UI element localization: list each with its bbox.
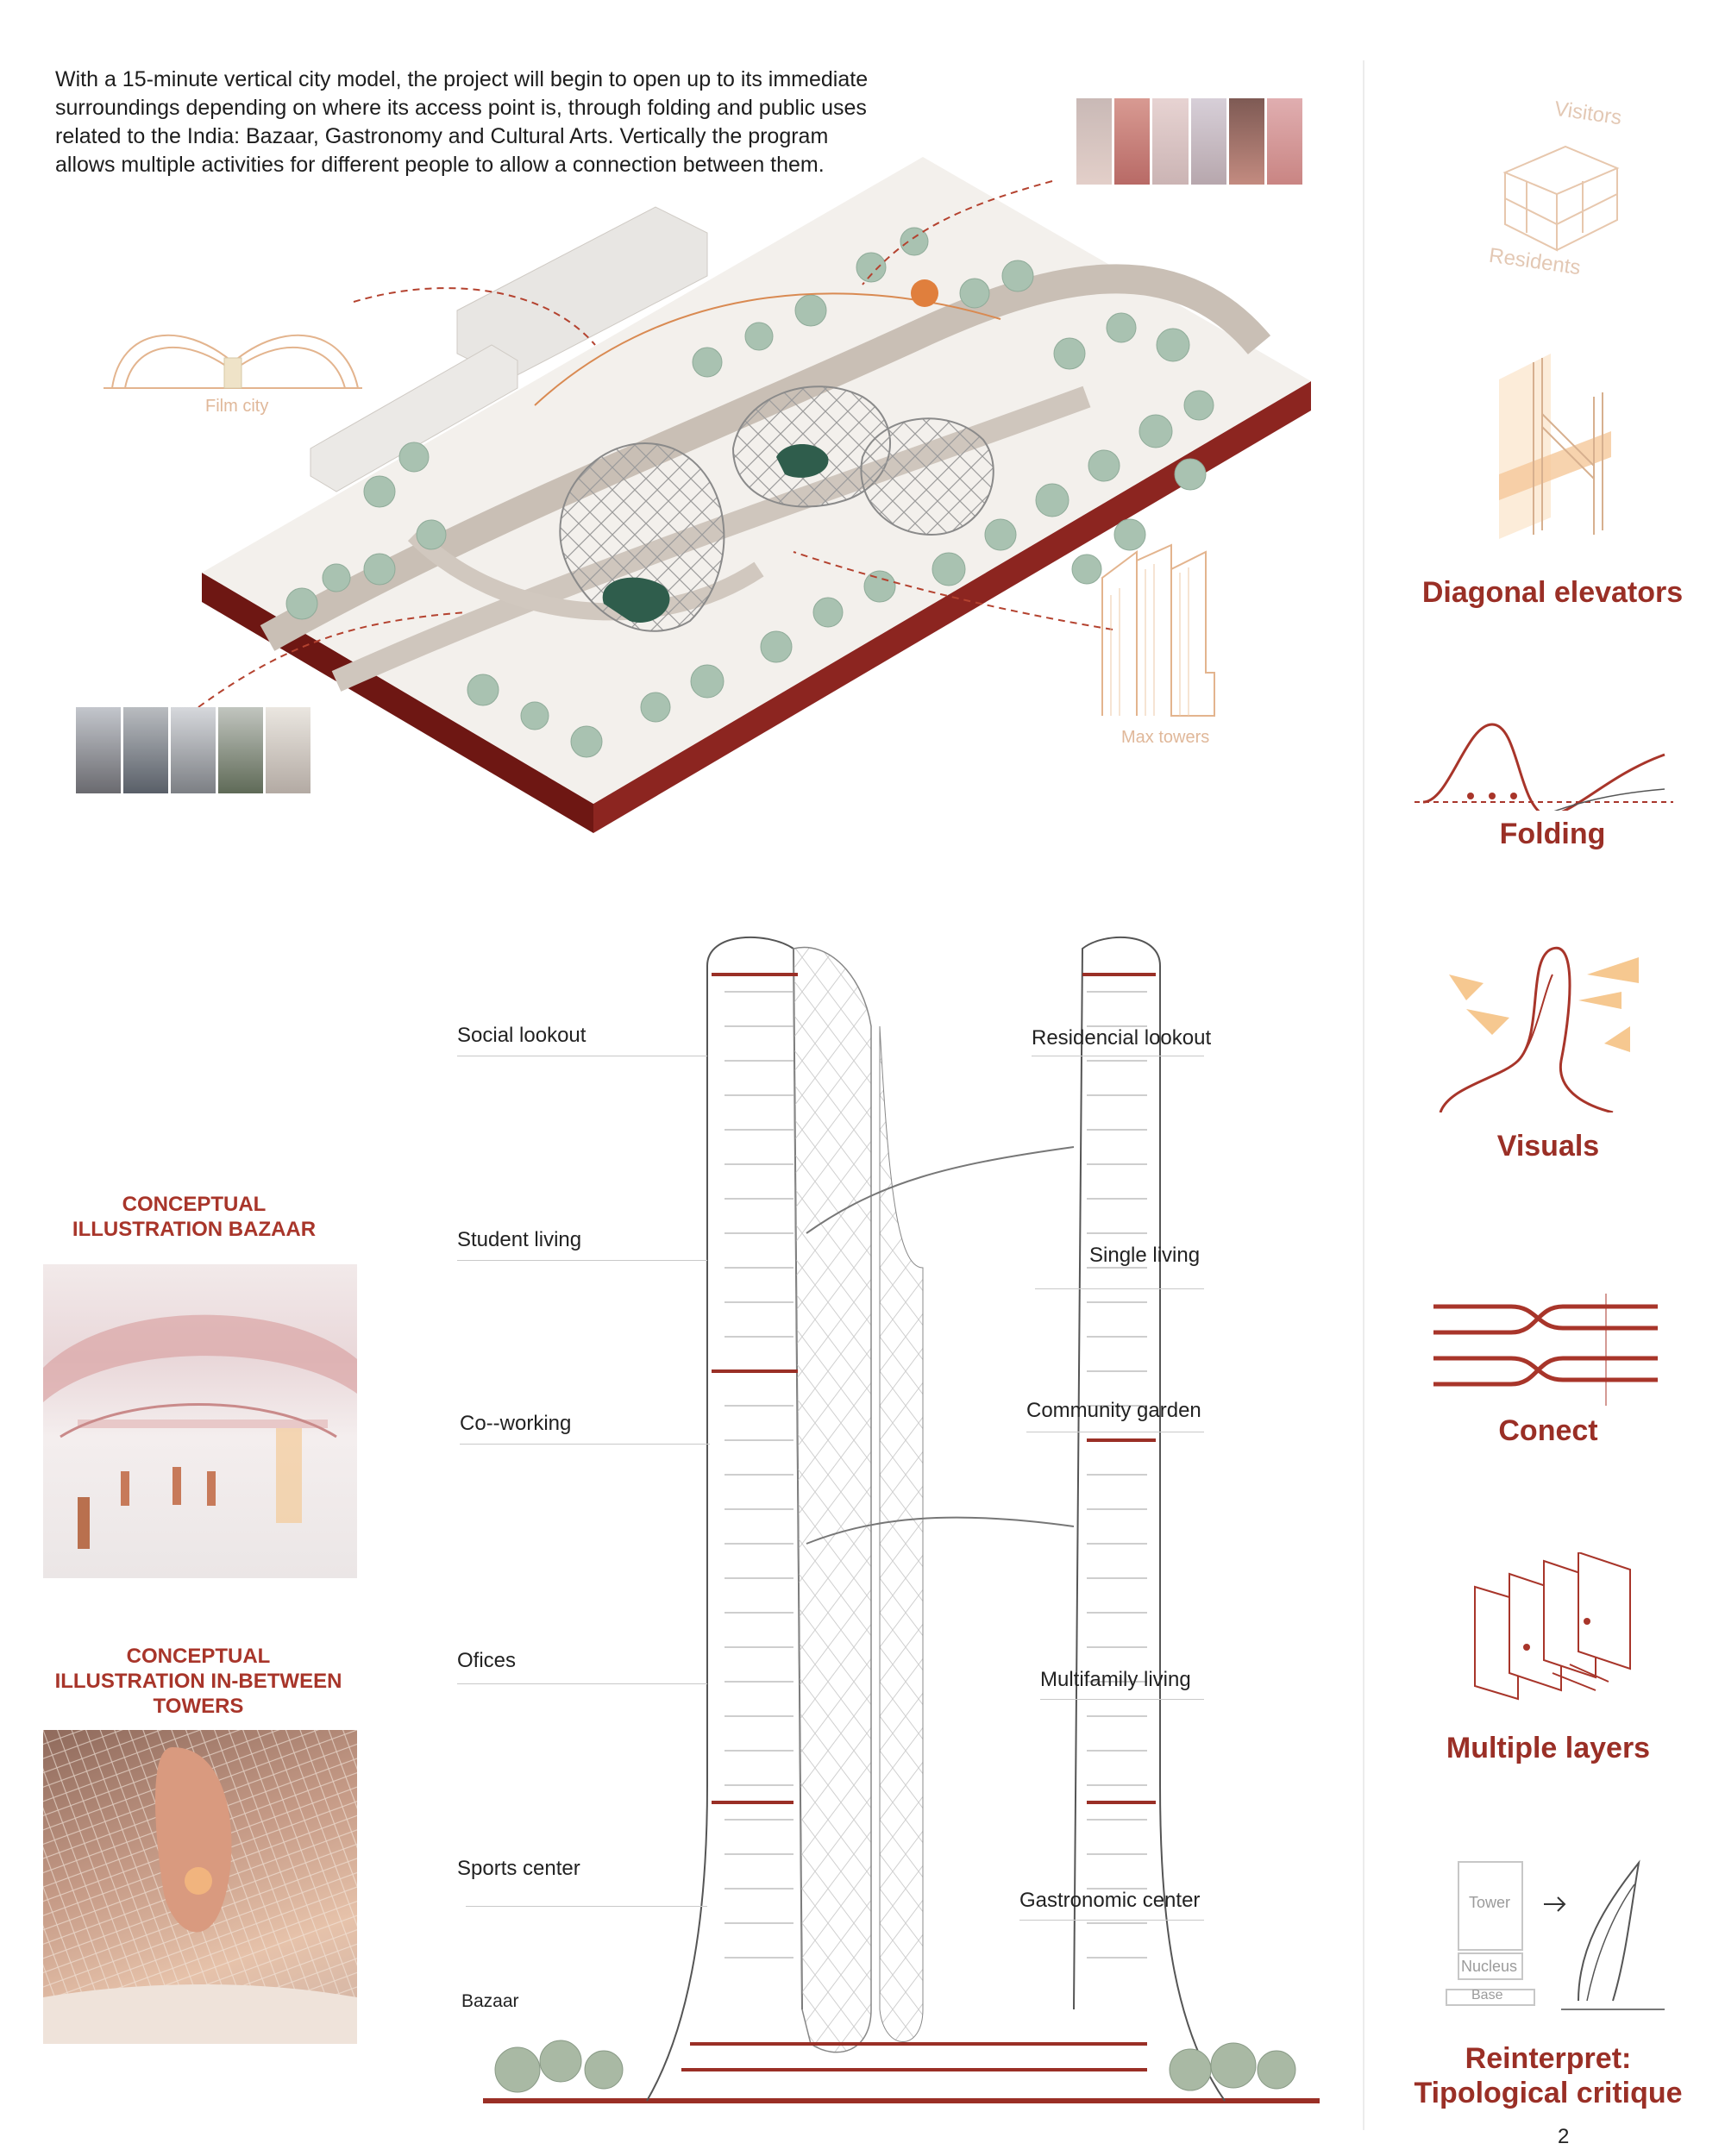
sun-marker [911, 279, 938, 307]
base-label: Base [1471, 1988, 1503, 2002]
nucleus-label: Nucleus [1461, 1958, 1518, 1975]
film-city-sketch [104, 310, 371, 397]
visitors-residents-diagram [1488, 129, 1626, 259]
photo-strip-top [1076, 98, 1302, 185]
film-city-label: Film city [205, 397, 269, 416]
tower-right-outline [1074, 937, 1225, 2101]
reinterpret-shell-icon [1561, 1854, 1665, 2018]
tower-left-outline [647, 937, 802, 2101]
visitors-label: Visitors [1552, 97, 1623, 130]
diagonal-elevators-title: Diagonal elevators [1421, 576, 1684, 609]
between-towers-illustration [43, 1730, 357, 2044]
residents-label: Residents [1487, 243, 1583, 280]
between-title-line3: TOWERS [153, 1695, 244, 1718]
label-ofices: Ofices [457, 1649, 517, 1672]
diagonal-elevators-icon [1482, 345, 1628, 539]
bazaar-title-line2: ILLUSTRATION BAZAAR [72, 1218, 317, 1241]
visuals-icon [1432, 940, 1656, 1112]
leader-single-living [1035, 1288, 1204, 1289]
leader-co-working [460, 1444, 710, 1445]
label-multifamily-living: Multifamily living [1040, 1668, 1191, 1691]
leader-sports-center [466, 1906, 707, 1907]
intro-paragraph: With a 15-minute vertical city model, the project will begin to open up to its immediate surroundings depending on where its access point is, through folding and public uses related to the India: Bazaar, Gastronomy and Cultural Arts. Vertically the program allows multiple activities for different people to allow a connection between them. [55, 67, 869, 177]
label-student-living: Student living [457, 1228, 582, 1251]
leader-gastronomic-center [1019, 1920, 1204, 1921]
floor-slabs [724, 992, 1147, 1958]
page-number: 2 [1558, 2125, 1570, 2148]
max-towers-sketch [1094, 543, 1223, 724]
tower-label: Tower [1469, 1894, 1511, 1911]
reinterpret-title-line1: Reinterpret: [1465, 2042, 1632, 2075]
bazaar-illustration [43, 1264, 357, 1578]
between-title-line1: CONCEPTUAL [126, 1645, 271, 1668]
max-towers-label: Max towers [1121, 728, 1210, 747]
label-bazaar: Bazaar [461, 1991, 519, 2011]
between-title-line2: ILLUSTRATION IN-BETWEEN [54, 1670, 342, 1693]
label-community-garden: Community garden [1026, 1399, 1201, 1422]
label-gastronomic-center: Gastronomic center [1019, 1889, 1201, 1912]
central-void [794, 947, 871, 2052]
between-towers-graphic [43, 1730, 357, 2044]
between-illustration-title [43, 1644, 354, 1719]
leader-multifamily-living [1040, 1699, 1204, 1700]
label-single-living: Single living [1089, 1244, 1201, 1267]
folding-icon [1406, 707, 1682, 811]
multiple-layers-icon [1466, 1552, 1639, 1708]
label-co-working: Co--working [460, 1412, 572, 1435]
tower-section [466, 923, 1328, 2122]
leader-student-living [457, 1260, 707, 1261]
visuals-title: Visuals [1496, 1130, 1600, 1163]
photo-strip-bottom [76, 707, 310, 793]
conect-title: Conect [1498, 1414, 1598, 1447]
reinterpret-title-line2: Tipological critique [1414, 2077, 1683, 2109]
label-social-lookout: Social lookout [457, 1024, 586, 1047]
conect-icon [1433, 1294, 1658, 1406]
label-residencial-lookout: Residencial lookout [1032, 1026, 1212, 1050]
bazaar-illustration-graphic [43, 1264, 357, 1578]
label-sports-center: Sports center [457, 1857, 580, 1880]
column-divider [1363, 60, 1364, 2130]
bazaar-title-line1: CONCEPTUAL [122, 1193, 267, 1216]
leader-ofices [457, 1683, 707, 1684]
section-trees [495, 2040, 1295, 2092]
bazaar-illustration-title [52, 1192, 336, 1242]
multiple-layers-title: Multiple layers [1446, 1732, 1651, 1764]
folding-title: Folding [1499, 818, 1606, 850]
